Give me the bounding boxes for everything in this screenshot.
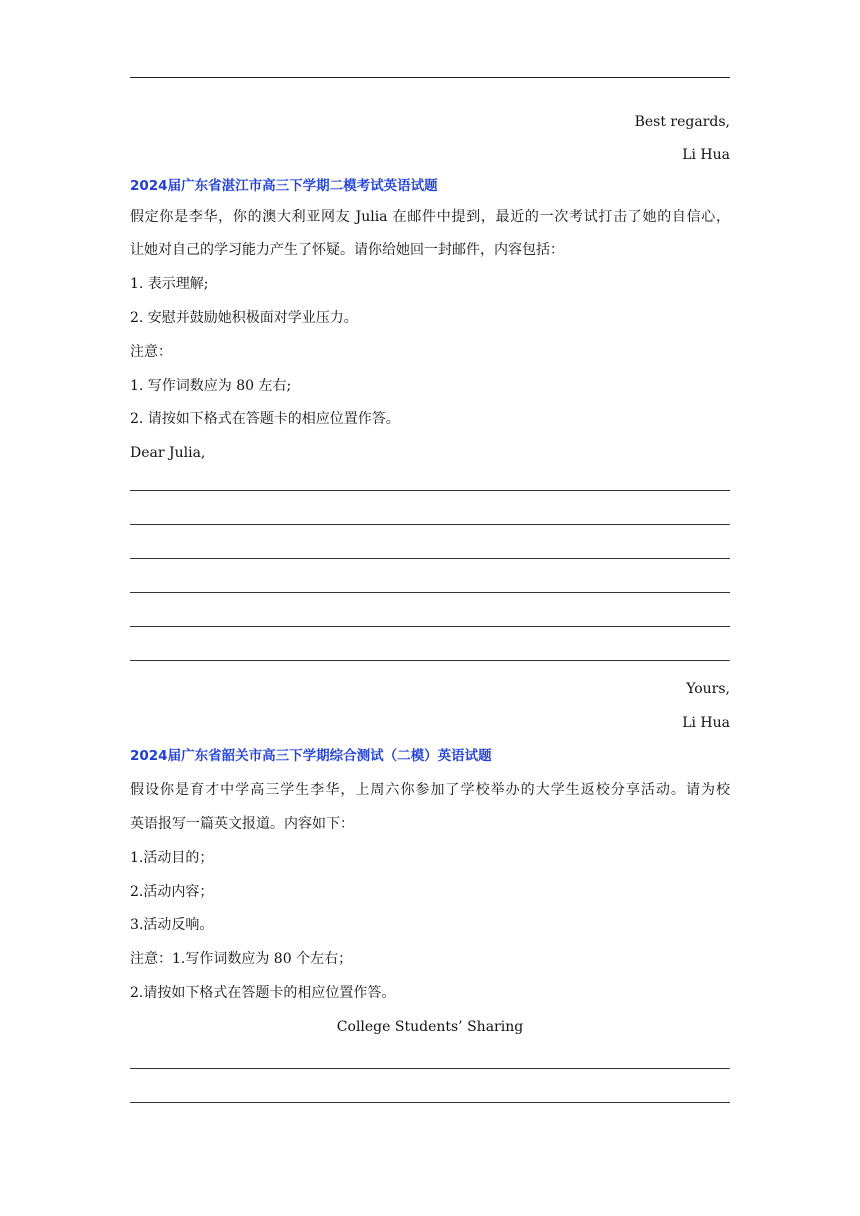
- section1-item2: 2. 安慰并鼓励她积极面对学业压力。: [130, 310, 358, 326]
- writing-line: [130, 660, 730, 661]
- section1-name: Li Hua: [682, 715, 730, 731]
- writing-line: [130, 1068, 730, 1069]
- section2-heading: 2024届广东省韶关市高三下学期综合测试（二模）英语试题: [130, 748, 492, 764]
- section1-note1: 1. 写作词数应为 80 左右;: [130, 378, 292, 394]
- writing-line: [130, 558, 730, 559]
- section2-note2: 2.请按如下格式在答题卡的相应位置作答。: [130, 985, 396, 1001]
- writing-line: [130, 626, 730, 627]
- section1-closing: Yours,: [686, 681, 730, 697]
- section2-prompt-line1: 假设你是育才中学高三学生李华，上周六你参加了学校举办的大学生返校分享活动。请为校: [130, 782, 730, 798]
- section2-prompt-line2: 英语报写一篇英文报道。内容如下：: [130, 816, 354, 832]
- section1-heading: 2024届广东省湛江市高三下学期二模考试英语试题: [130, 178, 438, 194]
- section2-title: College Students’ Sharing: [336, 1019, 524, 1035]
- section2-item3: 3.活动反响。: [130, 917, 214, 933]
- top-divider: [130, 77, 730, 78]
- writing-line: [130, 524, 730, 525]
- section1-note-label: 注意：: [130, 344, 172, 360]
- writing-line: [130, 592, 730, 593]
- section2-item2: 2.活动内容；: [130, 884, 214, 900]
- section1-salutation: Dear Julia,: [130, 445, 206, 461]
- section1-prompt-line2: 让她对自己的学习能力产生了怀疑。请你给她回一封邮件，内容包括：: [130, 242, 564, 258]
- signature-name: Li Hua: [682, 147, 730, 163]
- section1-prompt-line1: 假定你是李华，你的澳大利亚网友 Julia 在邮件中提到，最近的一次考试打击了她的自信心，: [130, 209, 730, 225]
- document-page: [130, 0, 730, 1216]
- writing-line: [130, 1102, 730, 1103]
- closing-best-regards: Best regards,: [634, 114, 730, 130]
- section1-item1: 1. 表示理解;: [130, 276, 209, 292]
- section2-item1: 1.活动目的；: [130, 850, 214, 866]
- writing-line: [130, 490, 730, 491]
- section1-note2: 2. 请按如下格式在答题卡的相应位置作答。: [130, 411, 400, 427]
- section2-note1: 注意：1.写作词数应为 80 个左右；: [130, 951, 353, 967]
